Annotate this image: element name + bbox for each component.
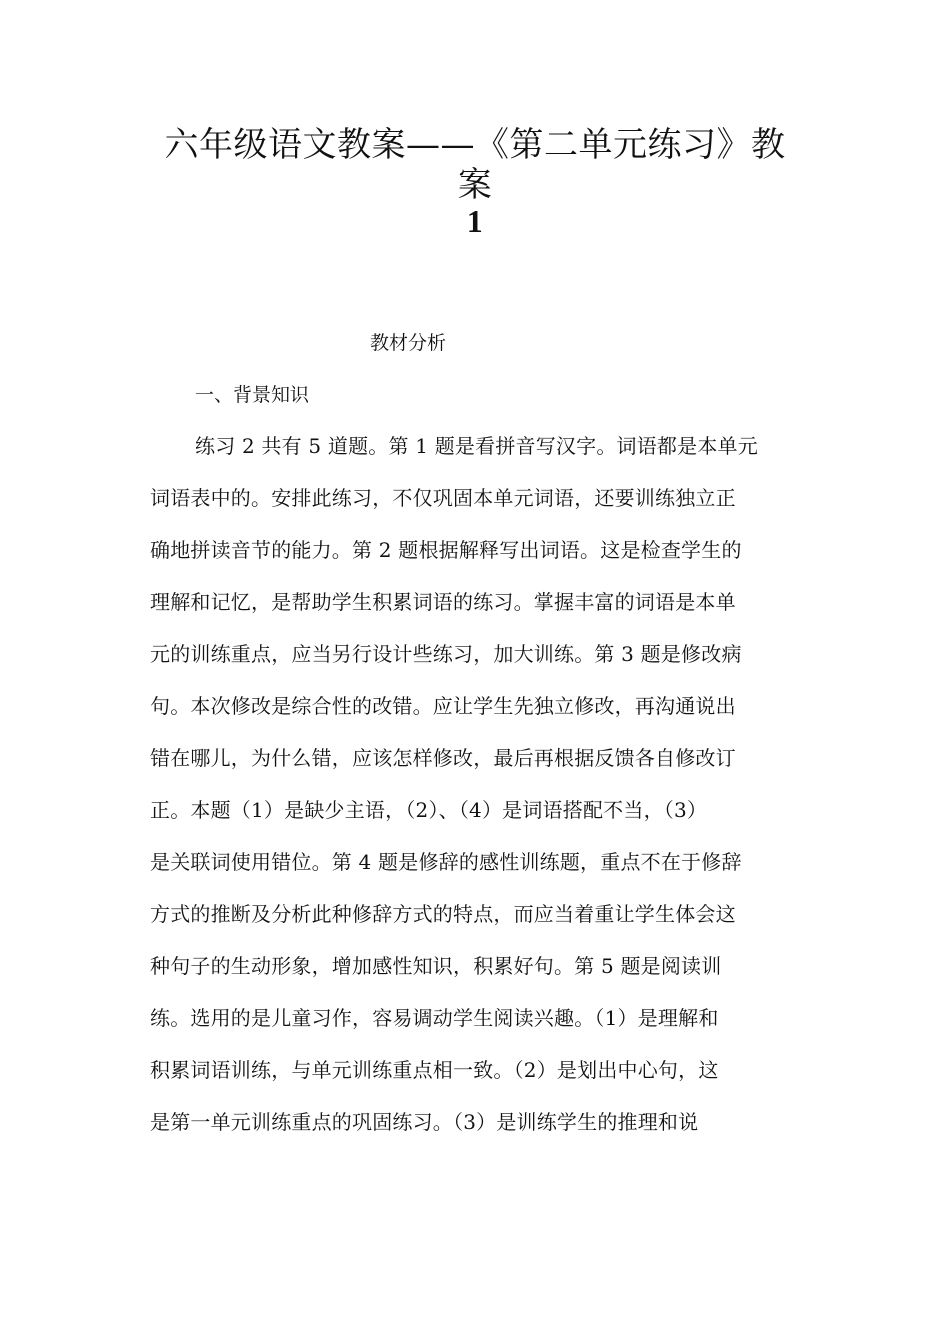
paragraph-line: 词语表中的。安排此练习，不仅巩固本单元词语，还要训练独立正 xyxy=(150,486,736,510)
paragraph-line: 是关联词使用错位。第 4 题是修辞的感性训练题，重点不在于修辞 xyxy=(150,850,742,874)
section-heading: 教材分析 xyxy=(370,332,447,354)
paragraph-line: 是第一单元训练重点的巩固练习。（3）是训练学生的推理和说 xyxy=(150,1110,699,1134)
document-title: 六年级语文教案——《第二单元练习》教案 xyxy=(164,125,786,205)
paragraph-line: 练。选用的是儿童习作，容易调动学生阅读兴趣。（1）是理解和 xyxy=(150,1006,719,1030)
paragraph-line: 确地拼读音节的能力。第 2 题根据解释写出词语。这是检查学生的 xyxy=(150,538,742,562)
paragraph-line: 理解和记忆，是帮助学生积累词语的练习。掌握丰富的词语是本单 xyxy=(150,590,736,614)
paragraph-line: 错在哪儿，为什么错，应该怎样修改，最后再根据反馈各自修改订 xyxy=(150,746,736,770)
paragraph-line: 种句子的生动形象，增加感性知识，积累好句。第 5 题是阅读训 xyxy=(150,954,722,978)
paragraph-line: 练习 2 共有 5 道题。第 1 题是看拼音写汉字。词语都是本单元 xyxy=(195,434,758,458)
paragraph-line: 句。本次修改是综合性的改错。应让学生先独立修改，再沟通说出 xyxy=(150,694,736,718)
document-title-number: 1 xyxy=(466,203,484,239)
paragraph-line: 方式的推断及分析此种修辞方式的特点，而应当着重让学生体会这 xyxy=(150,902,736,926)
paragraph-line: 正。本题（1）是缺少主语，（2）、（4）是词语搭配不当，（3） xyxy=(150,798,708,822)
paragraph-line: 积累词语训练，与单元训练重点相一致。（2）是划出中心句，这 xyxy=(150,1058,719,1082)
body-paragraph xyxy=(150,428,802,1156)
subheading-background-knowledge: 一、背景知识 xyxy=(195,384,310,406)
paragraph-line: 元的训练重点，应当另行设计些练习，加大训练。第 3 题是修改病 xyxy=(150,642,742,666)
